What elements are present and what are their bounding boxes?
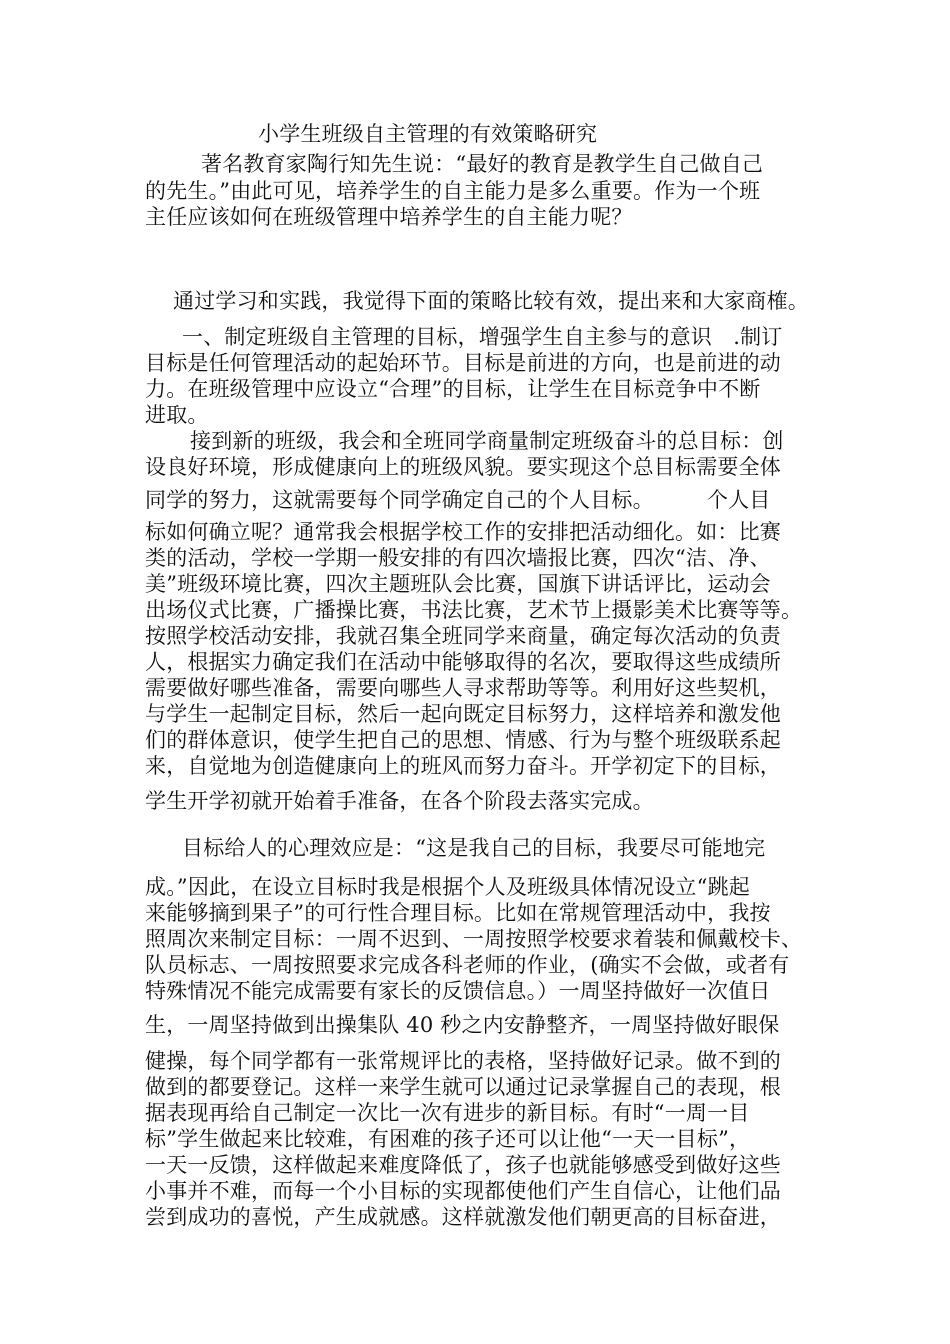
text-line: 们的群体意识，使学生把自己的思想、情感、行为与整个班级联系起: [145, 728, 781, 752]
text-line: 目标是任何管理活动的起始环节。目标是前进的方向，也是前进的动: [145, 351, 781, 375]
text-line: 著名教育家陶行知先生说：“最好的教育是教学生自己做自己: [201, 152, 764, 176]
text-line: 健操，每个同学都有一张常规评比的表格，坚持做好记录。做不到的: [145, 1049, 781, 1073]
text-line: 小事并不难，而每一个小目标的实现都使他们产生自信心，让他们品: [145, 1179, 781, 1203]
text-line: 进取。: [145, 403, 209, 427]
text-line: 据表现再给自己制定一次比一次有进步的新目标。有时“一周一目: [145, 1101, 750, 1125]
text-line: 设良好环境，形成健康向上的班级风貌。要实现这个总目标需要全体: [145, 455, 781, 479]
text-line: 学生开学初就开始着手准备，在各个阶段去落实完成。: [145, 789, 654, 813]
text-line: 按照学校活动安排，我就召集全班同学来商量，确定每次活动的负责: [145, 624, 781, 648]
text-line: 成。”因此，在设立目标时我是根据个人及班级具体情况设立“跳起: [145, 875, 750, 899]
text-line: 生，一周坚持做到出操集队 40 秒之内安静整齐，一周坚持做好眼保: [145, 1013, 780, 1037]
text-line: 标如何确立呢？通常我会根据学校工作的安排把活动细化。如：比赛: [145, 520, 781, 544]
text-line: 特殊情况不能完成需要有家长的反馈信息。）一周坚持做好一次值日: [145, 979, 771, 1003]
text-line: 需要做好哪些准备，需要向哪些人寻求帮助等等。利用好这些契机，: [145, 676, 781, 700]
text-line: 类的活动，学校一学期一般安排的有四次墙报比赛，四次“洁、净、: [145, 546, 771, 570]
text-line: 目标给人的心理效应是：“这是我自己的目标，我要尽可能地完: [182, 836, 766, 860]
text-line: 来，自觉地为创造健康向上的班风而努力奋斗。开学初定下的目标，: [145, 754, 781, 778]
text-line: 照周次来制定目标：一周不迟到、一周按照学校要求着装和佩戴校卡、: [145, 927, 803, 951]
text-line: 同学的努力，这就需要每个同学确定自己的个人目标。 个人目: [145, 488, 771, 512]
text-line: 标”学生做起来比较难，有困难的孩子还可以让他“一天一目标”，: [145, 1127, 751, 1151]
text-line: 力。在班级管理中应设立“合理”的目标，让学生在目标竞争中不断: [145, 377, 761, 401]
text-line: 美”班级环境比赛，四次主题班队会比赛，国旗下讲话评比，运动会: [145, 572, 771, 596]
text-line: 主任应该如何在班级管理中培养学生的自主能力呢？: [145, 205, 633, 229]
text-line: 与学生一起制定目标，然后一起向既定目标努力，这样培养和激发他: [145, 702, 781, 726]
text-line: 尝到成功的喜悦，产生成就感。这样就激发他们朝更高的目标奋进，: [145, 1205, 781, 1229]
text-line: 通过学习和实践，我觉得下面的策略比较有效，提出来和大家商榷。: [173, 289, 809, 313]
text-line: 一、制定班级自主管理的目标，增强学生自主参与的意识 .制订: [182, 325, 783, 349]
text-line: 的先生。”由此可见，培养学生的自主能力是多么重要。作为一个班: [145, 179, 761, 203]
text-line: 做到的都要登记。这样一来学生就可以通过记录掌握自己的表现，根: [145, 1075, 781, 1099]
text-line: 出场仪式比赛，广播操比赛，书法比赛，艺术节上摄影美术比赛等等。: [145, 598, 803, 622]
document-title: 小学生班级自主管理的有效策略研究: [258, 122, 598, 146]
text-line: 一天一反馈，这样做起来难度降低了，孩子也就能够感受到做好这些: [145, 1153, 781, 1177]
text-line: 来能够摘到果子”的可行性合理目标。比如在常规管理活动中，我按: [145, 901, 771, 925]
text-line: 队员标志、一周按照要求完成各科老师的作业，(确实不会做，或者有: [145, 953, 790, 977]
text-line: 接到新的班级，我会和全班同学商量制定班级奋斗的总目标：创: [190, 429, 784, 453]
text-line: 人，根据实力确定我们在活动中能够取得的名次，要取得这些成绩所: [145, 650, 781, 674]
